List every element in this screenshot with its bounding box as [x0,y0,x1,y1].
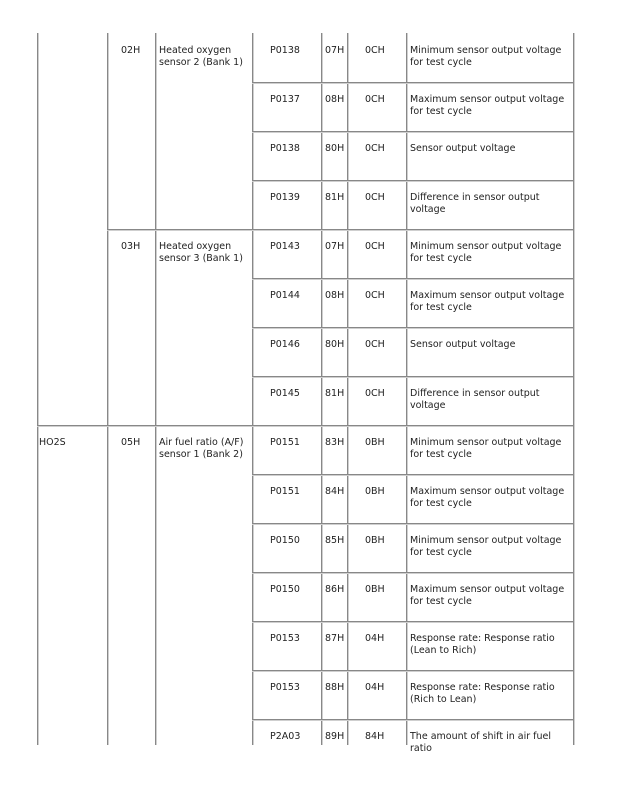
description-line: Response rate: Response ratio [410,633,555,644]
monitor-id: 81H [325,192,345,203]
description-line: for test cycle [410,448,472,460]
unit-conversion-id: 0CH [365,45,385,56]
unit-conversion-id: 0BH [365,535,385,546]
monitor-id: 89H [325,731,345,742]
test-id: 02H [121,45,141,56]
dtc-code: P0153 [270,682,300,693]
description-line: Minimum sensor output voltage [410,437,562,448]
row-divider [252,82,573,84]
obd-monitor-table [37,33,574,754]
description-line: Minimum sensor output voltage [410,535,562,546]
monitor-id: 84H [325,486,345,497]
description-line: (Lean to Rich) [410,644,477,656]
description-line: for test cycle [410,56,472,68]
monitor-id: 87H [325,633,345,644]
component-line: sensor 3 (Bank 1) [159,252,243,264]
description-line: Sensor output voltage [410,143,516,154]
monitor-id: 81H [325,388,345,399]
column-rule [37,33,39,745]
dtc-code: P0145 [270,388,300,399]
monitor-group-label: HO2S [39,437,66,448]
dtc-code: P0143 [270,241,300,252]
row-divider [252,621,573,623]
description-line: Sensor output voltage [410,339,516,350]
unit-conversion-id: 0CH [365,290,385,301]
unit-conversion-id: 0BH [365,437,385,448]
description-line: Maximum sensor output voltage [410,486,565,497]
description-line: for test cycle [410,595,472,607]
dtc-code: P0150 [270,584,300,595]
unit-conversion-id: 0CH [365,241,385,252]
description-line: Maximum sensor output voltage [410,290,565,301]
description-line: (Rich to Lean) [410,693,477,705]
component-line: Heated oxygen [159,45,232,56]
row-divider [252,572,573,574]
description-line: Difference in sensor output [410,192,540,203]
unit-conversion-id: 0CH [365,192,385,203]
column-rule [573,33,575,745]
monitor-id: 08H [325,290,345,301]
dtc-code: P0150 [270,535,300,546]
column-rule [252,33,254,745]
description-line: Minimum sensor output voltage [410,241,562,252]
unit-conversion-id: 04H [365,633,385,644]
component-line: Heated oxygen [159,241,232,252]
column-rule [321,33,323,745]
monitor-id: 83H [325,437,345,448]
row-divider [252,523,573,525]
dtc-code: P2A03 [270,731,301,742]
description-line: voltage [410,399,446,411]
description-line: Maximum sensor output voltage [410,584,565,595]
column-rule [347,33,349,745]
dtc-code: P0137 [270,94,300,105]
description-line: for test cycle [410,546,472,558]
unit-conversion-id: 0BH [365,584,385,595]
monitor-id: 08H [325,94,345,105]
unit-conversion-id: 0CH [365,388,385,399]
dtc-code: P0138 [270,45,300,56]
dtc-code: P0151 [270,437,300,448]
unit-conversion-id: 0CH [365,94,385,105]
monitor-id: 07H [325,241,345,252]
dtc-code: P0153 [270,633,300,644]
description-line: voltage [410,203,446,215]
unit-conversion-id: 04H [365,682,385,693]
row-divider [252,719,573,721]
row-divider [37,425,573,427]
dtc-code: P0138 [270,143,300,154]
row-divider [252,474,573,476]
row-divider [252,131,573,133]
row-divider [252,278,573,280]
test-id: 05H [121,437,141,448]
monitor-id: 80H [325,143,345,154]
unit-conversion-id: 84H [365,731,385,742]
component-line: Air fuel ratio (A/F) [159,437,244,448]
description-line: Minimum sensor output voltage [410,45,562,56]
component-line: sensor 1 (Bank 2) [159,448,243,460]
monitor-id: 86H [325,584,345,595]
description-line: for test cycle [410,497,472,509]
test-id: 03H [121,241,141,252]
description-line: Response rate: Response ratio [410,682,555,693]
monitor-id: 85H [325,535,345,546]
monitor-id: 88H [325,682,345,693]
description-line: ratio [410,742,432,754]
column-rule [107,33,109,745]
dtc-code: P0151 [270,486,300,497]
description-line: Maximum sensor output voltage [410,94,565,105]
row-divider [252,670,573,672]
row-divider [107,229,573,231]
monitor-id: 07H [325,45,345,56]
unit-conversion-id: 0CH [365,143,385,154]
dtc-code: P0146 [270,339,300,350]
component-line: sensor 2 (Bank 1) [159,56,243,68]
row-divider [252,180,573,182]
column-rule [406,33,408,745]
description-line: for test cycle [410,105,472,117]
dtc-code: P0139 [270,192,300,203]
monitor-id: 80H [325,339,345,350]
row-divider [252,327,573,329]
column-rule [155,33,157,745]
dtc-code: P0144 [270,290,300,301]
unit-conversion-id: 0CH [365,339,385,350]
description-line: Difference in sensor output [410,388,540,399]
row-divider [252,376,573,378]
description-line: for test cycle [410,252,472,264]
description-line: The amount of shift in air fuel [410,731,551,742]
description-line: for test cycle [410,301,472,313]
unit-conversion-id: 0BH [365,486,385,497]
